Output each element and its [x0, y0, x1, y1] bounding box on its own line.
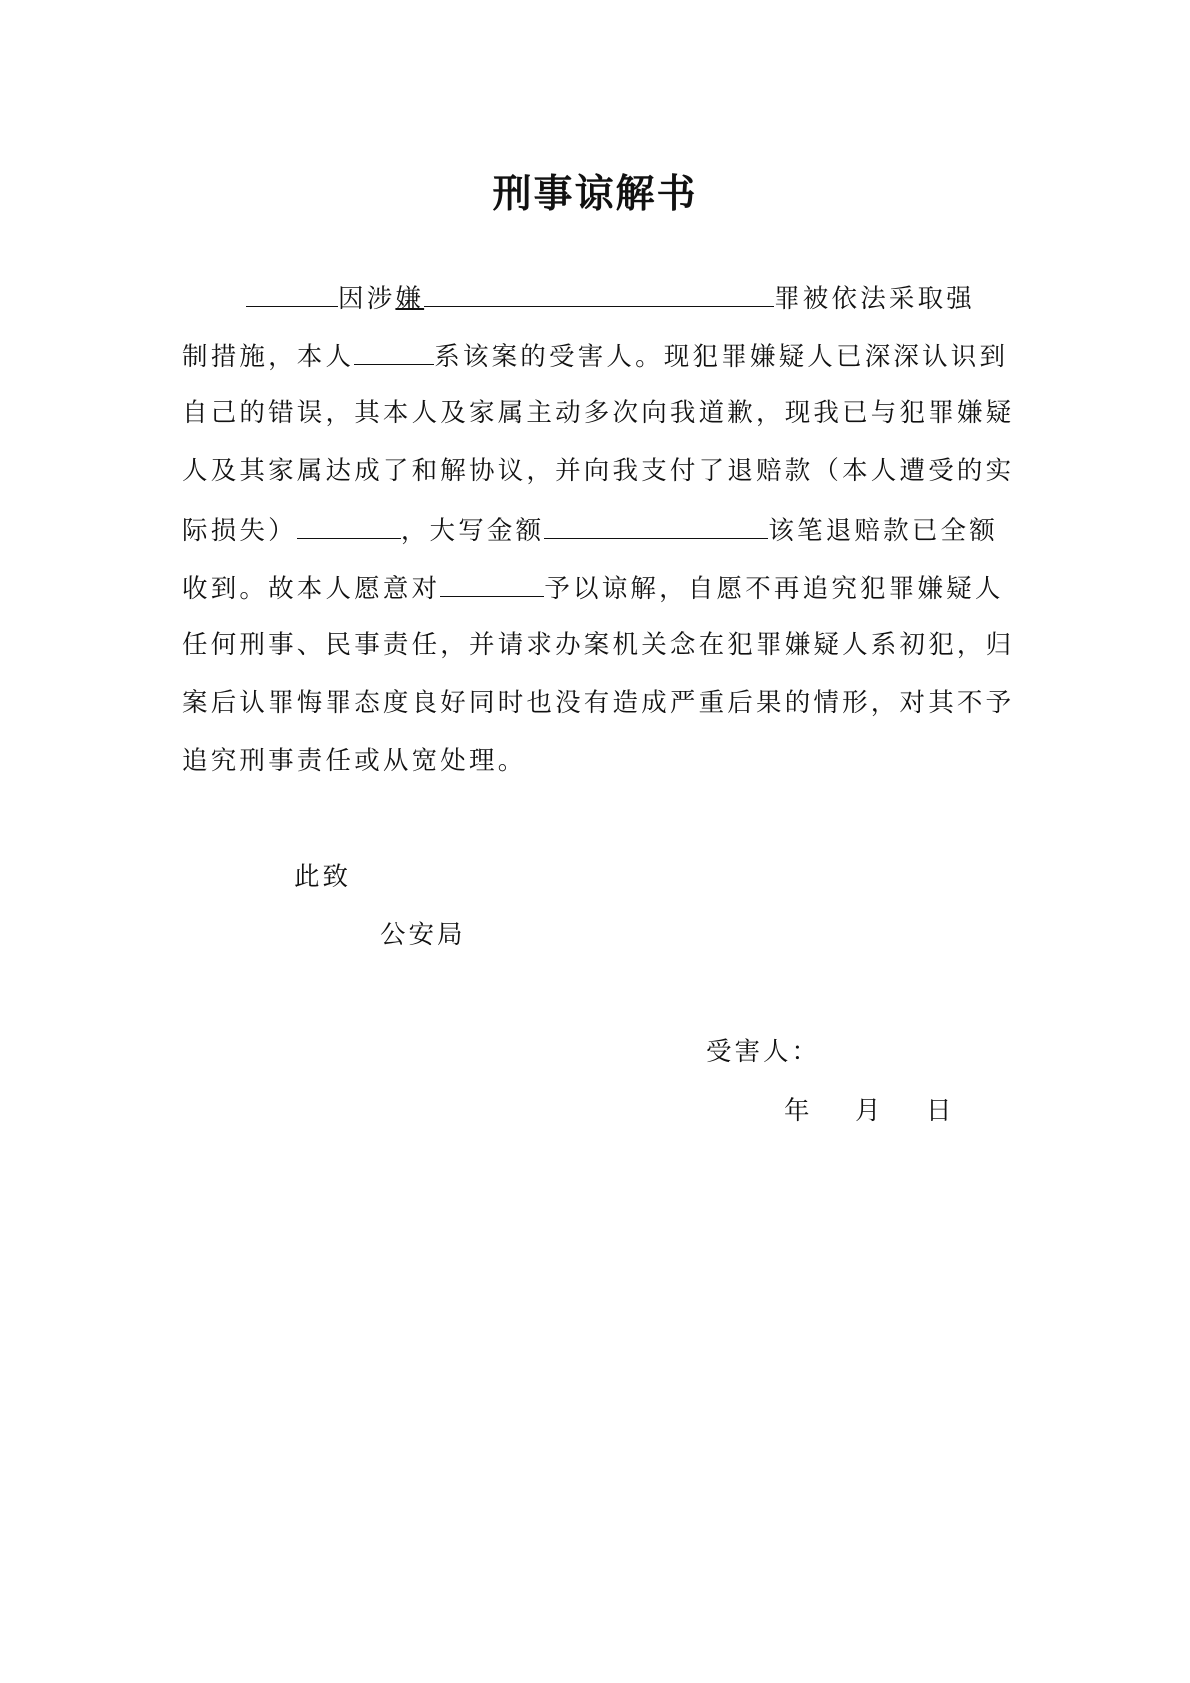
charge-blank[interactable] — [424, 280, 774, 307]
body-line-9: 追究刑事责任或从宽处理。 — [182, 746, 527, 776]
amount-in-words-blank[interactable] — [544, 512, 768, 539]
forgiven-person-blank[interactable] — [440, 570, 544, 597]
body-line-1: 因涉嫌 罪被依法采取强 — [246, 280, 975, 316]
victim-name-blank[interactable] — [354, 338, 434, 365]
date-month: 月 — [855, 1096, 884, 1126]
body-line-3: 自己的错误，其本人及家属主动多次向我道歉，现我已与犯罪嫌疑 — [182, 398, 1015, 428]
compensation-amount-blank[interactable] — [297, 512, 401, 539]
body-line-7: 任何刑事、民事责任，并请求办案机关念在犯罪嫌疑人系初犯，归 — [182, 630, 1015, 660]
victim-signature-label: 受害人： — [706, 1037, 821, 1067]
salutation: 此致 — [294, 862, 352, 892]
body-line-4: 人及其家属达成了和解协议，并向我支付了退赔款（本人遭受的实 — [182, 456, 1015, 486]
date-day: 日 — [926, 1096, 955, 1126]
suspect-name-blank[interactable] — [246, 280, 338, 307]
body-line-6: 收到。故本人愿意对 予以谅解，自愿不再追究犯罪嫌疑人 — [182, 570, 1004, 606]
body-line-2: 制措施，本人 系该案的受害人。现犯罪嫌疑人已深深认识到 — [182, 338, 1008, 374]
document-title: 刑事谅解书 — [492, 171, 698, 217]
body-line-8: 案后认罪悔罪态度良好同时也没有造成严重后果的情形，对其不予 — [182, 688, 1015, 718]
date-year: 年 — [784, 1096, 813, 1126]
body-line-5: 际损失） ，大写金额 该笔退赔款已全额 — [182, 512, 998, 548]
recipient: 公安局 — [380, 920, 466, 950]
